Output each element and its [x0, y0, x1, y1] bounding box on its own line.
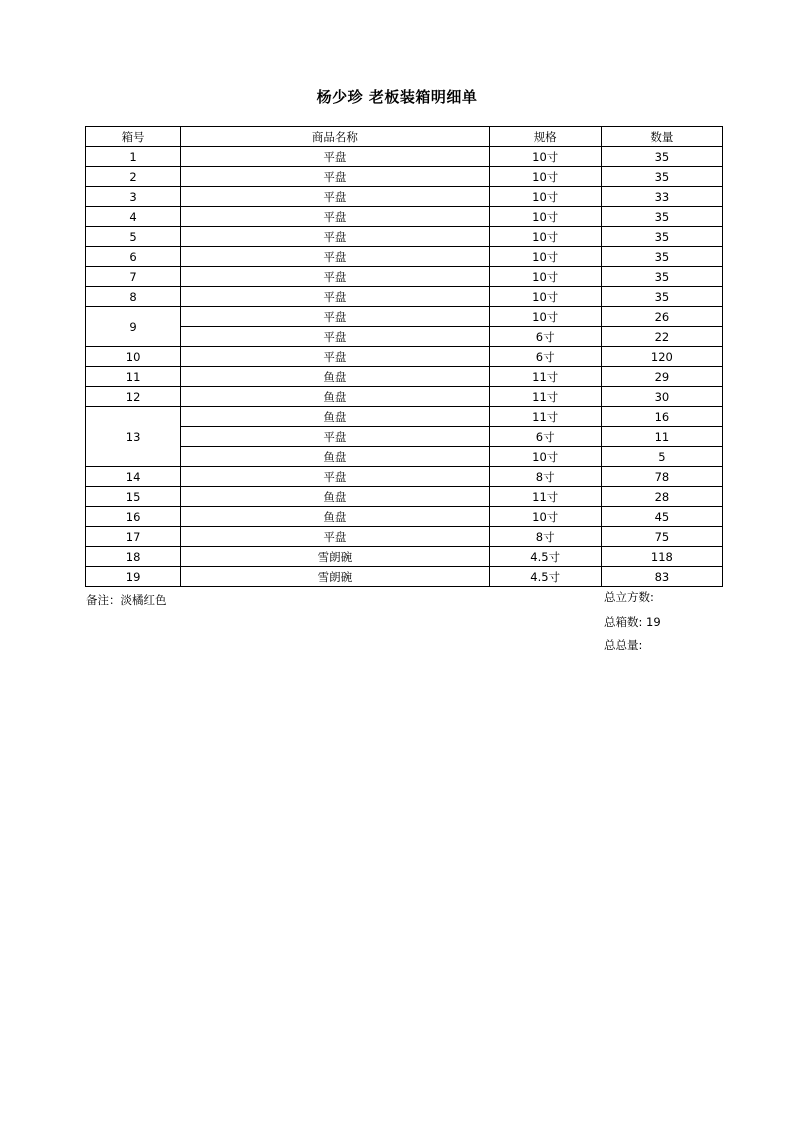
- cell-spec: 10寸: [489, 187, 601, 207]
- cell-quantity: 118: [601, 547, 722, 567]
- cell-quantity: 33: [601, 187, 722, 207]
- header-box-no: 箱号: [86, 127, 181, 147]
- cell-product-name: 鱼盘: [181, 447, 489, 467]
- cell-quantity: 29: [601, 367, 722, 387]
- table-row: [86, 267, 723, 287]
- table-row: [86, 327, 723, 347]
- cell-spec: 10寸: [489, 507, 601, 527]
- cell-product-name: 平盘: [181, 227, 489, 247]
- cell-product-name: 雪朗碗: [181, 567, 489, 587]
- cell-quantity: 26: [601, 307, 722, 327]
- cell-spec: 6寸: [489, 347, 601, 367]
- cell-product-name: 平盘: [181, 207, 489, 227]
- cell-quantity: 16: [601, 407, 722, 427]
- total-weight: 总总量:: [604, 638, 643, 652]
- cell-box-no: 17: [86, 527, 181, 547]
- header-spec: 规格: [489, 127, 601, 147]
- table-row: [86, 167, 723, 187]
- cell-quantity: 28: [601, 487, 722, 507]
- table-row: [86, 407, 723, 427]
- cell-spec: 10寸: [489, 227, 601, 247]
- cell-product-name: 鱼盘: [181, 407, 489, 427]
- header-quantity: 数量: [601, 127, 722, 147]
- cell-quantity: 83: [601, 567, 722, 587]
- cell-spec: 11寸: [489, 407, 601, 427]
- cell-quantity: 35: [601, 287, 722, 307]
- cell-product-name: 平盘: [181, 467, 489, 487]
- cell-product-name: 平盘: [181, 167, 489, 187]
- cell-spec: 11寸: [489, 487, 601, 507]
- cell-spec: 10寸: [489, 307, 601, 327]
- table-row: [86, 187, 723, 207]
- remark-note: 备注：淡橘红色: [86, 593, 167, 607]
- cell-quantity: 120: [601, 347, 722, 367]
- table-row: [86, 447, 723, 467]
- table-row: [86, 467, 723, 487]
- total-boxes: 总箱数: 19: [604, 615, 661, 629]
- cell-quantity: 75: [601, 527, 722, 547]
- table-row: [86, 527, 723, 547]
- table-row: [86, 507, 723, 527]
- cell-box-no: 14: [86, 467, 181, 487]
- cell-spec: 10寸: [489, 267, 601, 287]
- cell-spec: 6寸: [489, 427, 601, 447]
- cell-quantity: 35: [601, 267, 722, 287]
- cell-product-name: 雪朗碗: [181, 547, 489, 567]
- cell-box-no: 5: [86, 227, 181, 247]
- packing-list-table: [85, 126, 723, 587]
- table-row: [86, 347, 723, 367]
- cell-spec: 11寸: [489, 367, 601, 387]
- cell-product-name: 平盘: [181, 327, 489, 347]
- cell-box-no: 10: [86, 347, 181, 367]
- table-row: [86, 207, 723, 227]
- cell-box-no: 16: [86, 507, 181, 527]
- cell-product-name: 平盘: [181, 527, 489, 547]
- header-product-name: 商品名称: [181, 127, 489, 147]
- cell-box-no: 11: [86, 367, 181, 387]
- cell-product-name: 平盘: [181, 247, 489, 267]
- document-title: 杨少珍 老板装箱明细单: [316, 88, 478, 106]
- cell-spec: 8寸: [489, 527, 601, 547]
- table-row: [86, 247, 723, 267]
- cell-box-no: 6: [86, 247, 181, 267]
- cell-quantity: 35: [601, 227, 722, 247]
- cell-spec: 10寸: [489, 287, 601, 307]
- cell-product-name: 鱼盘: [181, 367, 489, 387]
- cell-box-no: 2: [86, 167, 181, 187]
- cell-spec: 4.5寸: [489, 547, 601, 567]
- cell-box-no: 7: [86, 267, 181, 287]
- cell-quantity: 35: [601, 167, 722, 187]
- cell-product-name: 平盘: [181, 307, 489, 327]
- cell-quantity: 22: [601, 327, 722, 347]
- cell-product-name: 鱼盘: [181, 487, 489, 507]
- table-header-row: [86, 127, 723, 147]
- cell-box-no: 1: [86, 147, 181, 167]
- cell-product-name: 平盘: [181, 427, 489, 447]
- cell-quantity: 5: [601, 447, 722, 467]
- cell-product-name: 鱼盘: [181, 507, 489, 527]
- cell-product-name: 平盘: [181, 267, 489, 287]
- cell-box-no: 15: [86, 487, 181, 507]
- cell-quantity: 35: [601, 147, 722, 167]
- total-volume: 总立方数:: [604, 590, 654, 604]
- cell-product-name: 平盘: [181, 347, 489, 367]
- cell-quantity: 30: [601, 387, 722, 407]
- cell-box-no: 12: [86, 387, 181, 407]
- cell-box-no: 13: [86, 407, 181, 467]
- cell-box-no: 8: [86, 287, 181, 307]
- table-row: [86, 487, 723, 507]
- cell-quantity: 45: [601, 507, 722, 527]
- cell-spec: 10寸: [489, 447, 601, 467]
- cell-spec: 10寸: [489, 247, 601, 267]
- table-row: [86, 227, 723, 247]
- cell-box-no: 19: [86, 567, 181, 587]
- cell-product-name: 平盘: [181, 147, 489, 167]
- cell-box-no: 4: [86, 207, 181, 227]
- cell-quantity: 35: [601, 247, 722, 267]
- table-row: [86, 287, 723, 307]
- cell-box-no: 9: [86, 307, 181, 347]
- cell-spec: 6寸: [489, 327, 601, 347]
- cell-spec: 11寸: [489, 387, 601, 407]
- cell-quantity: 35: [601, 207, 722, 227]
- cell-product-name: 鱼盘: [181, 387, 489, 407]
- table-row: [86, 147, 723, 167]
- cell-spec: 10寸: [489, 167, 601, 187]
- table-row: [86, 427, 723, 447]
- cell-product-name: 平盘: [181, 187, 489, 207]
- cell-quantity: 11: [601, 427, 722, 447]
- cell-product-name: 平盘: [181, 287, 489, 307]
- cell-spec: 10寸: [489, 147, 601, 167]
- cell-box-no: 3: [86, 187, 181, 207]
- cell-quantity: 78: [601, 467, 722, 487]
- table-row: [86, 307, 723, 327]
- table-row: [86, 367, 723, 387]
- table-body: [86, 147, 723, 587]
- table-row: [86, 387, 723, 407]
- cell-spec: 8寸: [489, 467, 601, 487]
- table-row: [86, 547, 723, 567]
- cell-spec: 10寸: [489, 207, 601, 227]
- table-row: [86, 567, 723, 587]
- cell-spec: 4.5寸: [489, 567, 601, 587]
- cell-box-no: 18: [86, 547, 181, 567]
